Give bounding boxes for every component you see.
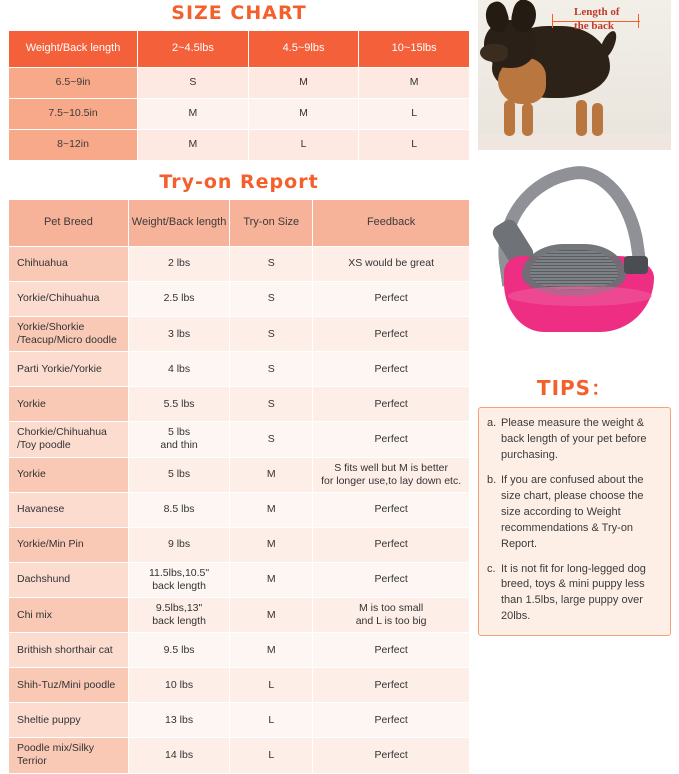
tryon-feedback-text: M is too small [359,602,424,614]
tryon-breed-text: Chihuahua [17,257,68,270]
tryon-weight: 3 lbs [128,317,229,352]
tryon-breed-text-2: /Toy poodle [17,439,71,452]
table-row [9,352,470,387]
tryon-weight-text-2: back length [152,615,206,628]
tryon-size: S [230,247,313,282]
bag-trim [508,286,652,306]
table-row [9,68,470,99]
size-chart-header-0: Weight/Back length [9,31,138,68]
dog-snout [480,44,508,62]
table-header-row [9,200,470,247]
tryon-size: M [230,562,313,597]
left-column [8,0,470,774]
table-row [9,598,470,633]
dog-photo [478,0,671,150]
tryon-weight: 2 lbs [128,247,229,282]
bag-buckle [624,256,648,274]
tryon-weight: 14 lbs [128,738,229,773]
tip-item [487,473,662,553]
tryon-feedback: Perfect [313,703,470,738]
dog-leg [576,100,587,136]
back-length-cap-left [552,14,553,28]
size-chart-title: SIZE CHART [171,2,307,24]
size-chart-cell: M [248,99,359,130]
tryon-feedback [313,598,470,633]
size-chart-table [8,30,470,161]
tryon-breed [9,562,129,597]
tryon-breed [9,247,129,282]
tryon-size: S [230,352,313,387]
tryon-breed [9,703,129,738]
tryon-weight-text-2: back length [152,579,206,592]
tryon-breed [9,633,129,668]
table-row [9,668,470,703]
size-chart-cell: 6.5~9in [9,68,138,99]
tryon-breed-text: Yorkie/Chihuahua [17,292,100,305]
tryon-breed-text: Sheltie puppy [17,713,81,726]
table-row [9,527,470,562]
tryon-breed-text: Yorkie [17,397,46,410]
tryon-breed [9,738,129,773]
size-chart-cell: M [138,130,249,161]
size-chart-cell: L [359,130,470,161]
dog-leg [522,103,533,136]
tryon-size: M [230,598,313,633]
tryon-size: L [230,738,313,773]
tryon-report-table [8,199,470,774]
tryon-feedback: Perfect [313,492,470,527]
tryon-size: M [230,527,313,562]
dog-leg [592,103,603,136]
table-row [9,99,470,130]
tryon-feedback: Perfect [313,317,470,352]
tryon-breed-text-2: Terrior [17,755,47,768]
size-chart-cell: L [359,99,470,130]
tryon-feedback-text-2: for longer use,to lay down etc. [321,474,462,487]
tryon-weight: 8.5 lbs [128,492,229,527]
tryon-weight: 5 lbs [128,457,229,492]
tryon-weight: 4 lbs [128,352,229,387]
tryon-feedback: Perfect [313,387,470,422]
bag-mesh-texture [530,250,618,290]
tryon-breed-text: Dachshund [17,573,71,586]
tryon-breed [9,668,129,703]
size-chart-cell: S [138,68,249,99]
size-chart-header-1: 2~4.5lbs [138,31,249,68]
tip-item [487,562,662,626]
tryon-feedback: Perfect [313,352,470,387]
tryon-weight-text-2: and thin [160,439,198,452]
back-length-label-line1: Length of [574,6,620,18]
tryon-weight-text: 11.5lbs,10.5" [148,566,210,579]
tryon-breed-text: Parti Yorkie/Yorkie [17,362,102,375]
tryon-breed-text: Poodle mix/Silky [17,742,95,755]
table-row [9,492,470,527]
back-length-label [574,6,620,34]
size-chart-cell: 8~12in [9,130,138,161]
table-row [9,247,470,282]
tryon-size: L [230,703,313,738]
size-chart-cell: L [248,130,359,161]
tryon-report-title: Try-on Report [159,171,319,193]
dog-leg [504,100,515,136]
tip-marker: b. [487,473,497,486]
tryon-feedback: Perfect [313,668,470,703]
tryon-feedback: Perfect [313,527,470,562]
tip-marker: a. [487,417,497,429]
table-row [9,703,470,738]
tip-text: If you are confused about the size chart, please choose the size according to Weight recommendations & Try-on Report. [501,473,644,550]
right-column [478,0,671,636]
tryon-header-2: Try-on Size [230,200,313,247]
tryon-weight: 9 lbs [128,527,229,562]
tryon-size: M [230,492,313,527]
tryon-feedback: XS would be great [313,247,470,282]
tryon-breed [9,527,129,562]
tryon-size: M [230,457,313,492]
table-row [9,562,470,597]
tryon-size: L [230,668,313,703]
size-chart-header-2: 4.5~9lbs [248,31,359,68]
carrier-bag-photo [478,160,671,360]
size-chart-cell: M [359,68,470,99]
table-header-row [9,31,470,68]
table-row [9,422,470,457]
table-row [9,387,470,422]
table-row [9,282,470,317]
tryon-breed [9,422,129,457]
tryon-breed [9,317,129,352]
table-row [9,738,470,773]
tryon-weight [128,598,229,633]
tryon-weight [128,562,229,597]
tryon-size: S [230,282,313,317]
tryon-header-3: Feedback [313,200,470,247]
size-chart-cell: M [248,68,359,99]
tryon-weight-text: 5 lbs [167,426,191,439]
back-length-label-line2: the back [574,19,615,32]
tryon-size: S [230,387,313,422]
tryon-header-0: Pet Breed [9,200,129,247]
tryon-breed [9,387,129,422]
tryon-feedback-text: S fits well but M is better [334,461,449,474]
tryon-feedback: Perfect [313,422,470,457]
tryon-breed [9,598,129,633]
tips-box [478,407,671,636]
tryon-weight: 10 lbs [128,668,229,703]
tryon-size: M [230,633,313,668]
tryon-weight: 13 lbs [128,703,229,738]
tryon-breed-text: Shih-Tuz/Mini poodle [17,678,116,691]
tryon-breed-text-2: /Teacup/Micro doodle [17,334,117,347]
tryon-breed-text: Yorkie/Min Pin [17,538,84,551]
tryon-feedback [313,457,470,492]
size-chart-cell: M [138,99,249,130]
tip-marker: c. [487,562,496,575]
tryon-breed-text: Chorkie/Chihuahua [17,426,107,439]
size-chart-header-3: 10~15lbs [359,31,470,68]
tryon-breed [9,492,129,527]
tryon-breed-text: Brithish shorthair cat [17,643,113,656]
table-row [9,457,470,492]
table-row [9,633,470,668]
back-length-cap-right [638,14,639,28]
tryon-weight: 9.5 lbs [128,633,229,668]
tryon-breed-text: Chi mix [17,608,53,621]
size-chart-cell: 7.5~10.5in [9,99,138,130]
tryon-weight: 2.5 lbs [128,282,229,317]
table-row [9,130,470,161]
tryon-size: S [230,422,313,457]
tryon-breed-text: Yorkie/Shorkie [17,321,85,333]
tryon-feedback: Perfect [313,738,470,773]
tryon-weight [128,422,229,457]
tryon-size: S [230,317,313,352]
tryon-weight-text: 9.5lbs,13" [155,602,203,614]
tryon-breed [9,352,129,387]
tryon-breed-text: Havanese [17,503,65,516]
tip-text: Please measure the weight & back length of your pet before purchasing. [501,417,647,461]
tryon-breed [9,457,129,492]
tip-text: It is not fit for long-legged dog breed, toys & mini puppy less than 1.5lbs, large puppy over 20lbs. [501,562,646,623]
tryon-weight: 5.5 lbs [128,387,229,422]
tryon-feedback-text-2: and L is too big [355,615,427,628]
tryon-breed [9,282,129,317]
tip-item [487,416,662,464]
tips-title: TIPS： [536,376,613,400]
tryon-feedback: Perfect [313,562,470,597]
table-row [9,317,470,352]
tryon-breed-text: Yorkie [17,468,46,481]
tryon-feedback: Perfect [313,633,470,668]
tryon-feedback: Perfect [313,282,470,317]
tryon-header-1: Weight/Back length [128,200,229,247]
